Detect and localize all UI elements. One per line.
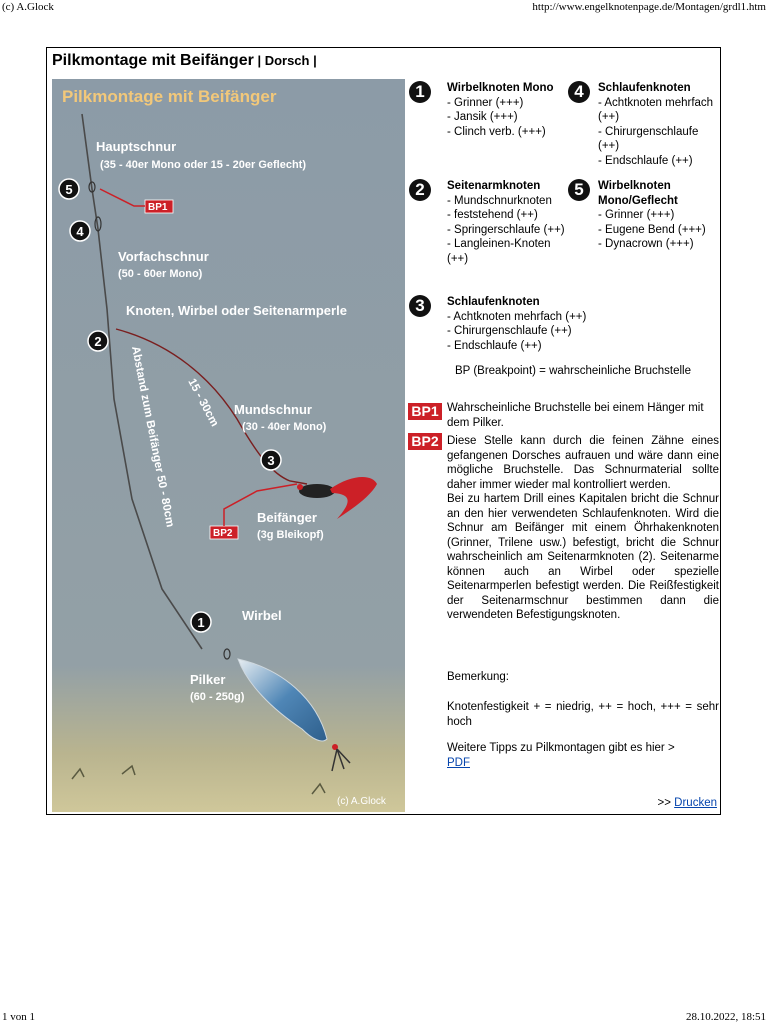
print-link[interactable]: Drucken — [674, 797, 717, 809]
teaser-body — [299, 484, 335, 498]
knot-title: Schlaufenknoten — [447, 296, 540, 308]
title-sub: | Dorsch | — [253, 53, 317, 68]
illustration-heading: Pilkmontage mit Beifänger — [62, 87, 277, 106]
marker-2 — [88, 331, 108, 351]
label-beifaenger: Beifänger — [257, 510, 317, 525]
knot-item: - Langleinen-Knoten (++) — [447, 238, 551, 265]
knot-item: - Grinner (+++) — [598, 209, 675, 221]
tips-block — [447, 741, 719, 770]
knot-title: Seitenarmknoten — [447, 180, 541, 192]
page-footer-left: 1 von 1 — [2, 1011, 35, 1023]
label-mundschnur: Mundschnur — [234, 402, 312, 417]
knot-item: - Achtknoten mehrfach (++) — [447, 310, 587, 323]
knot-item: - Chirurgenschlaufe (++) — [598, 125, 699, 152]
label-mundschnur-spec: (30 - 40er Mono) — [242, 421, 327, 433]
page-title — [52, 52, 317, 70]
content-frame — [46, 47, 721, 815]
label-vorfachschnur: Vorfachschnur — [118, 249, 209, 264]
knot-item: - Achtknoten mehrfach (++) — [598, 96, 714, 123]
svg-text:1: 1 — [197, 615, 205, 630]
page-header-url: http://www.engelknotenpage.de/Montagen/grdl1.htm — [532, 1, 766, 13]
label-pilker-spec: (60 - 250g) — [190, 691, 245, 703]
knot-title: Wirbelknoten Mono/Geflecht — [598, 180, 678, 207]
knot-block-1 — [409, 81, 569, 139]
svg-text:3: 3 — [267, 453, 275, 468]
label-hauptschnur: Hauptschnur — [96, 139, 177, 154]
bp-heading: BP (Breakpoint) = wahrscheinliche Bruchstelle — [455, 365, 691, 377]
label-hauptschnur-spec: (35 - 40er Mono oder 15 - 20er Geflecht) — [100, 159, 307, 171]
knot-item: - Eugene Bend (+++) — [598, 223, 706, 236]
knot-item: - feststehend (++) — [447, 209, 538, 221]
bp1-tag-label: BP1 — [148, 202, 168, 213]
svg-text:4: 4 — [76, 224, 84, 239]
knot-block-3 — [409, 295, 709, 353]
knot-item: - Grinner (+++) — [447, 96, 524, 109]
knot-title: Schlaufenknoten — [598, 82, 691, 94]
label-abstand: Abstand zum Beifänger 50 - 80cm — [129, 345, 176, 529]
page-footer-date: 28.10.2022, 18:51 — [685, 1011, 766, 1023]
knot-item: - Endschlaufe (++) — [598, 154, 693, 167]
knot-number-badge: 2 — [409, 179, 431, 201]
knot-item: - Dynacrown (+++) — [598, 238, 694, 250]
label-knoten: Knoten, Wirbel oder Seitenarmperle — [126, 303, 347, 318]
print-prefix: >> — [657, 797, 671, 809]
title-main: Pilkmontage mit Beifänger — [52, 52, 254, 69]
remark-heading: Bemerkung: — [447, 671, 510, 683]
knot-item: - Springerschlaufe (++) — [447, 223, 565, 236]
knot-item: - Endschlaufe (++) — [447, 339, 542, 352]
knot-number-badge: 1 — [409, 81, 431, 103]
bp2-tag-label: BP2 — [213, 528, 233, 539]
knot-item: - Jansik (+++) — [447, 111, 518, 123]
illustration-copyright: (c) A.Glock — [337, 796, 386, 807]
bp2-text — [447, 434, 719, 623]
marker-4 — [70, 221, 90, 241]
label-wirbel: Wirbel — [242, 608, 282, 623]
knot-number-badge: 4 — [568, 81, 590, 103]
bp1-badge: BP1 — [408, 403, 442, 420]
marker-1 — [191, 612, 211, 632]
remark-text: Knotenfestigkeit + = niedrig, ++ = hoch, +++ = sehr hoch — [447, 701, 719, 728]
knot-item: - Clinch verb. (+++) — [447, 125, 546, 138]
knot-block-4 — [568, 81, 720, 168]
label-vorfachschnur-spec: (50 - 60er Mono) — [118, 268, 203, 280]
label-beifaenger-spec: (3g Bleikopf) — [257, 529, 324, 541]
knot-number-badge: 3 — [409, 295, 431, 317]
knot-block-2 — [409, 179, 569, 266]
bp2-paragraph-2: Bei zu hartem Drill eines Kapitalen bricht die Schnur an den hier verwendeten Schlaufenknoten. Wird die Schnur am Beifänger mit einem Öhrhakenknoten (Grinner, Trilene usw.) befestigt, bricht die Schnur wahrscheinlich am Seitenarmknoten (2). Seitenarme können auch an Wirbel oder spezielle Seitenarmperlen befestigt werden. Die Reißfestigkeit der Seitenarmschnur bestimmen dann die verwendeten Befestigungsknoten. — [447, 493, 719, 621]
page-header-left: (c) A.Glock — [2, 1, 54, 13]
pdf-link[interactable]: PDF — [447, 756, 470, 769]
knot-title: Wirbelknoten Mono — [447, 82, 554, 94]
knot-item: - Mundschnurknoten — [447, 194, 552, 207]
tips-text: Weitere Tipps zu Pilkmontagen gibt es hier > — [447, 742, 675, 754]
teaser-head — [297, 484, 303, 490]
bp2-paragraph-1: Diese Stelle kann durch die feinen Zähne eines gefangenen Dorsches aufrauen und wäre dann eine mögliche Bruchstelle. Das Schnurmaterial sollte daher immer wieder mal kontrolliert werden. — [447, 435, 719, 491]
print-block — [658, 796, 717, 811]
svg-text:2: 2 — [94, 334, 102, 349]
rig-illustration — [52, 79, 405, 812]
svg-text:5: 5 — [65, 182, 73, 197]
label-15-30cm: 15 - 30cm — [185, 376, 221, 429]
knot-item: - Chirurgenschlaufe (++) — [447, 325, 572, 337]
knot-number-badge: 5 — [568, 179, 590, 201]
marker-3 — [261, 450, 281, 470]
bp1-text: Wahrscheinliche Bruchstelle bei einem Hänger mit dem Pilker. — [447, 402, 704, 429]
marker-5 — [59, 179, 79, 199]
label-pilker: Pilker — [190, 672, 226, 687]
knot-block-5 — [568, 179, 720, 252]
bp2-badge: BP2 — [408, 433, 442, 450]
